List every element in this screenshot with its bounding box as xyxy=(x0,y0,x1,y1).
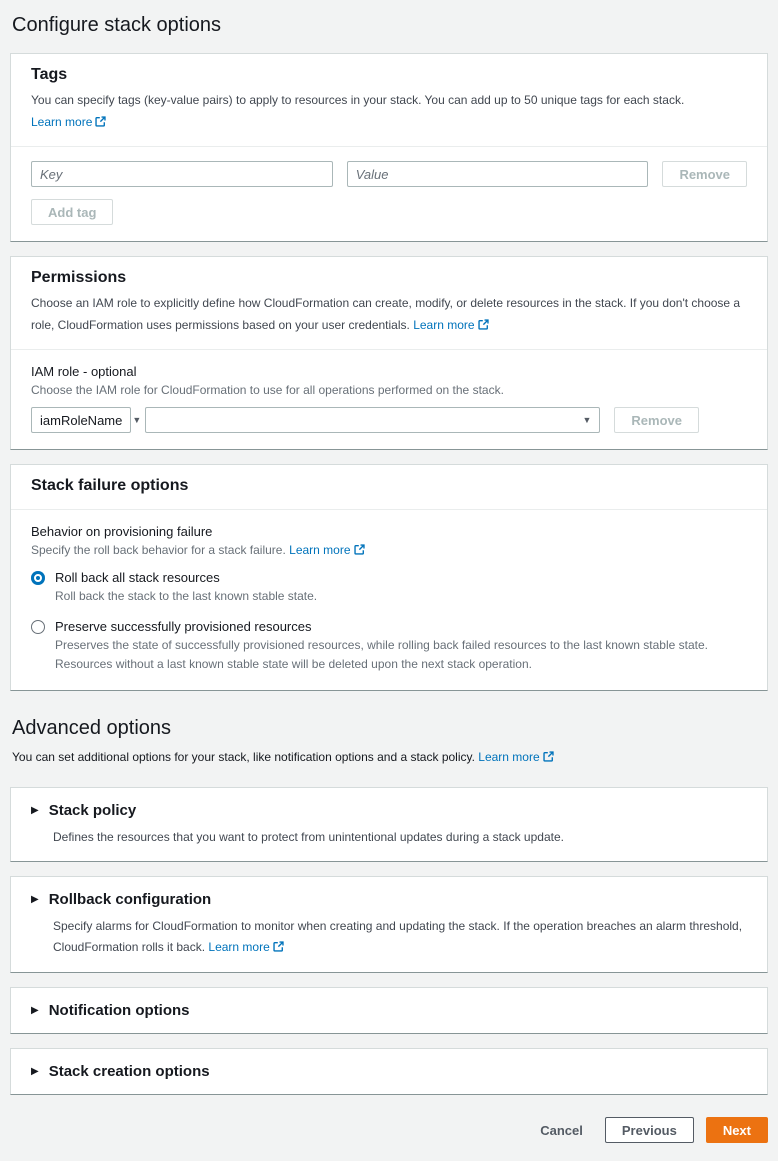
permissions-learn-more-link[interactable]: Learn more xyxy=(413,318,488,332)
external-link-icon xyxy=(95,113,106,135)
iam-role-description: Choose the IAM role for CloudFormation to use for all operations performed on the stack. xyxy=(31,383,504,398)
rollback-configuration-title: Rollback configuration xyxy=(48,891,212,909)
advanced-learn-more-link[interactable]: Learn more xyxy=(478,750,553,764)
rollback-all-option[interactable] xyxy=(31,570,747,606)
notification-options-expander[interactable] xyxy=(11,988,767,1033)
stack-failure-card-header xyxy=(11,465,767,510)
external-link-icon xyxy=(478,316,489,338)
previous-button[interactable]: Previous xyxy=(605,1117,694,1143)
advanced-options-description: You can set additional options for your stack, like notification options and a stack policy. Learn more xyxy=(12,750,768,765)
tags-title: Tags xyxy=(31,66,68,83)
rollback-configuration-card xyxy=(10,876,768,973)
stack-failure-title: Stack failure options xyxy=(31,477,189,495)
tags-card-header xyxy=(11,54,767,147)
permissions-card-header xyxy=(11,257,767,350)
rollback-configuration-description: Specify alarms for CloudFormation to monitor when creating and updating the stack. If the operation breaches an alarm threshold, CloudFormation rolls it back. Learn more xyxy=(11,916,767,972)
iam-role-remove-button[interactable]: Remove xyxy=(614,407,699,433)
notification-options-card xyxy=(10,987,768,1034)
tag-value-input[interactable] xyxy=(347,161,649,187)
permissions-card xyxy=(10,256,768,450)
wizard-footer-actions xyxy=(10,1117,768,1143)
rollback-all-label[interactable]: Roll back all stack resources xyxy=(55,570,220,586)
permissions-description-text: Choose an IAM role to explicitly define how CloudFormation can create, modify, or delete resources in the stack. If you don't choose a role, CloudFormation uses permissions based on your user credentials. xyxy=(31,296,741,332)
external-link-icon xyxy=(543,751,554,765)
iam-role-type-select[interactable] xyxy=(31,407,142,433)
stack-creation-options-expander[interactable] xyxy=(11,1049,767,1094)
caret-right-icon: ▶ xyxy=(31,804,39,816)
tags-description xyxy=(31,90,747,134)
rollback-learn-more-link[interactable]: Learn more xyxy=(208,940,283,954)
cancel-button[interactable]: Cancel xyxy=(530,1117,593,1143)
stack-failure-card xyxy=(10,464,768,691)
stack-policy-description: Defines the resources that you want to protect from unintentional updates during a stack update. xyxy=(53,829,564,844)
radio-selected-icon[interactable] xyxy=(31,571,45,585)
tags-card xyxy=(10,53,768,242)
rollback-all-description: Roll back the stack to the last known stable state. xyxy=(55,589,318,604)
advanced-options-title: Advanced options xyxy=(12,716,172,739)
chevron-down-icon: ▼ xyxy=(132,415,142,426)
stack-failure-card-body xyxy=(11,510,767,690)
iam-role-label: IAM role - optional xyxy=(31,364,137,380)
permissions-title: Permissions xyxy=(31,269,127,287)
tags-description-text: You can specify tags (key-value pairs) to apply to resources in your stack. You can add up to 50 unique tags for each stack. xyxy=(31,93,685,107)
page-title: Configure stack options xyxy=(12,14,222,36)
add-tag-button[interactable]: Add tag xyxy=(31,199,113,225)
caret-right-icon: ▶ xyxy=(31,1066,39,1078)
tag-remove-button[interactable]: Remove xyxy=(662,161,747,187)
iam-role-row xyxy=(31,407,699,433)
tags-card-body xyxy=(11,147,767,241)
stack-policy-card xyxy=(10,787,768,862)
preserve-resources-option[interactable] xyxy=(31,619,747,674)
preserve-resources-label[interactable]: Preserve successfully provisioned resources xyxy=(55,618,312,634)
caret-right-icon: ▶ xyxy=(31,1005,39,1017)
caret-right-icon: ▶ xyxy=(31,894,39,906)
chevron-down-icon: ▼ xyxy=(582,415,592,426)
tag-row xyxy=(31,161,747,187)
stack-policy-title: Stack policy xyxy=(48,801,137,819)
stack-creation-options-title: Stack creation options xyxy=(48,1063,210,1081)
tags-learn-more-link[interactable]: Learn more xyxy=(31,115,106,129)
behavior-label: Behavior on provisioning failure xyxy=(31,524,213,540)
external-link-icon xyxy=(354,544,365,558)
permissions-description xyxy=(31,293,747,337)
stack-creation-options-card xyxy=(10,1048,768,1095)
preserve-resources-description: Preserves the state of successfully provisioned resources, while rolling back failed resources to the last known stable state. Resources without a last known stable state will be deleted upon the next stack operation. xyxy=(55,637,708,671)
external-link-icon xyxy=(273,938,284,958)
iam-role-name-select[interactable] xyxy=(145,407,600,433)
tag-key-input[interactable] xyxy=(31,161,333,187)
next-button[interactable]: Next xyxy=(706,1117,768,1143)
iam-role-type-value: iamRoleName xyxy=(40,412,123,428)
permissions-card-body xyxy=(11,350,767,449)
notification-options-title: Notification options xyxy=(48,1002,190,1020)
behavior-learn-more-link[interactable]: Learn more xyxy=(289,543,364,557)
behavior-description: Specify the roll back behavior for a stack failure. Learn more xyxy=(31,543,747,558)
radio-unselected-icon[interactable] xyxy=(31,620,45,634)
